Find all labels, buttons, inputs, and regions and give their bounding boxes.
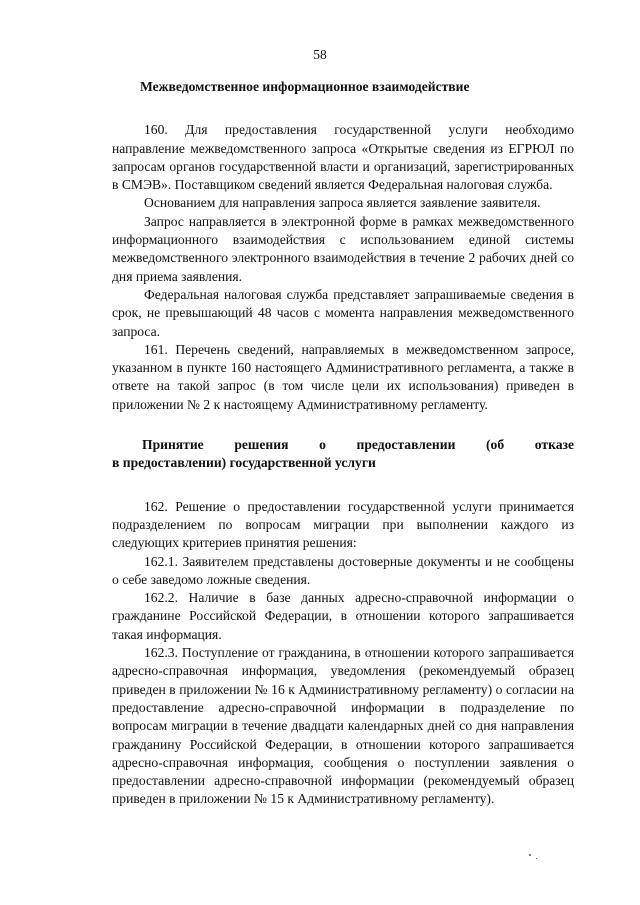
paragraph-162-1: 162.1. Заявителем представлены достоверные документы и не сообщены о себе заведомо ложные сведения. — [112, 553, 574, 587]
paragraph-162: 162. Решение о предоставлении государственной услуги принимается подразделением по вопросам миграции при выполнении каждого из следующих критериев принятия решения: — [112, 498, 574, 551]
section-heading-interagency: Межведомственное информационное взаимодействие — [140, 79, 470, 94]
paragraph-162-2: 162.2. Наличие в базе данных адресно-справочной информации о гражданине Российской Федерации, в отношении которого запрашивается такая информация. — [112, 590, 574, 642]
paragraph-160-basis: Основанием для направления запроса является заявление заявителя. — [144, 195, 541, 211]
scan-speck-small — [536, 858, 537, 859]
section-heading-decision-line2: в предоставлении) государственной услуги — [112, 455, 376, 471]
paragraph-160-fns: Федеральная налоговая служба представляет запрашиваемые сведения в срок, не превышающий 48 часов с момента направления межведомственного запроса. — [112, 286, 574, 339]
paragraph-161: 161. Перечень сведений, направляемых в межведомственном запросе, указанном в пункте 160 настоящего Административного регламента, а также в ответе на такой запрос (в том числе цели их использования) приведен в приложении № 2 к настоящему Административному регламенту. — [112, 341, 574, 412]
paragraph-160-request: Запрос направляется в электронной форме в рамках межведомственного информационного взаимодействия с использованием единой системы межведомственного электронного взаимодействия в течение 2 рабочих дней со дня приема заявления. — [112, 213, 574, 284]
section-heading-decision-line1: Принятие решения о предоставлении (об отказе — [142, 437, 574, 453]
paragraph-162-3: 162.3. Поступление от гражданина, в отношении которого запрашивается адресно-справочная информация, уведомления (рекомендуемый образец приведен в приложении № 16 к Административному регламенту) о согласии на предоставление адресно-справочной информации в подразделение по вопросам миграции в течение двадцати календарных дней со дня направления гражданину Российской Федерации, в отношении которого запрашивается адресно-справочная информация, сообщения о поступлении заявления о предоставлении адресно-справочной информации (рекомендуемый образец приведен в приложении № 15 к Административному регламенту). — [112, 645, 574, 807]
scan-speck — [529, 854, 531, 856]
document-body — [112, 78, 574, 809]
paragraph-160: 160. Для предоставления государственной услуги необходимо направление межведомственного запроса «Открытые сведения из ЕГРЮЛ по запросам органов государственной власти и организаций, зарегистрированных в СМЭВ». Поставщиком сведений является Федеральная налоговая служба. — [112, 122, 574, 193]
page-number: 58 — [313, 47, 327, 62]
